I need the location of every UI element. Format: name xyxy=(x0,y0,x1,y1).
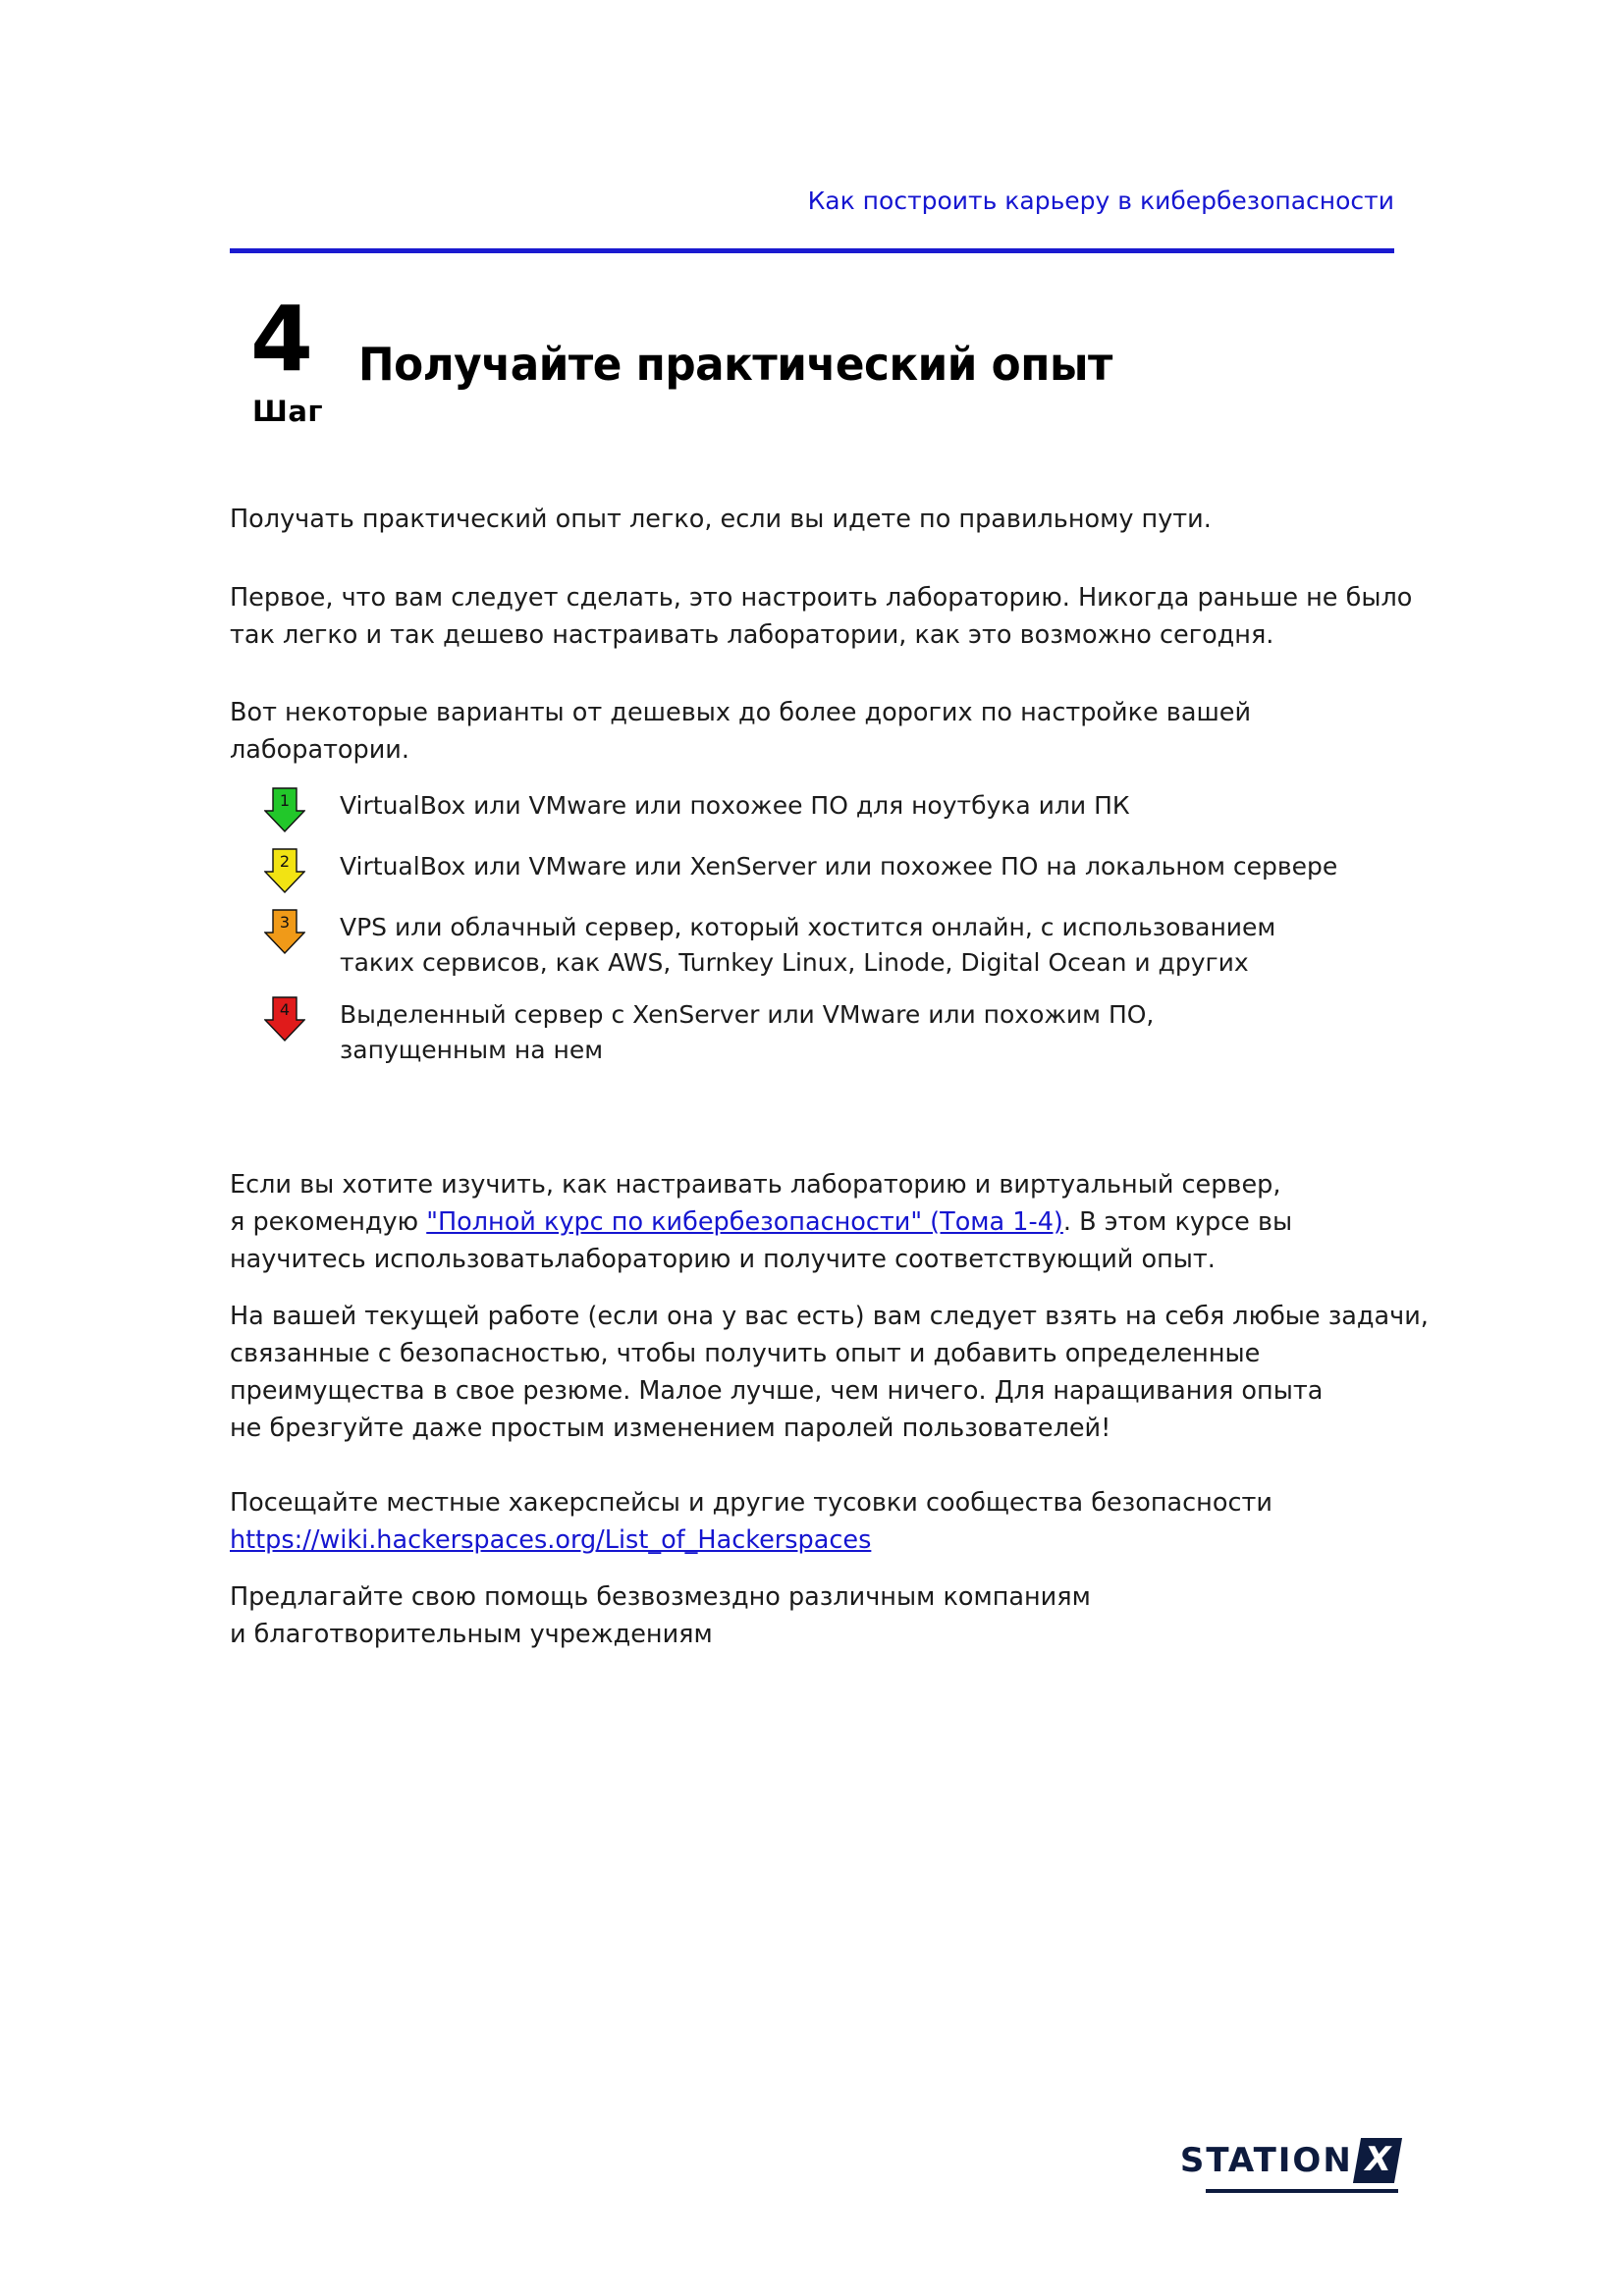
lab-paragraph-line-1: Первое, что вам следует сделать, это настроить лабораторию. Никогда раньше не было xyxy=(230,583,1413,613)
page-header-title: Как построить карьеру в кибербезопасности xyxy=(807,187,1394,215)
down-arrow-icon xyxy=(264,787,305,832)
course-paragraph-line-2-post: . В этом курсе вы xyxy=(1062,1207,1293,1237)
arrow-marker-wrap xyxy=(230,785,340,832)
option-text-line-2: запущенным на нем xyxy=(340,1036,604,1064)
intro-paragraph: Получать практический опыт легко, если вы идете по правильному пути. xyxy=(230,505,1212,534)
option-text-line-2: таких сервисов, как AWS, Turnkey Linux, Linode, Digital Ocean и других xyxy=(340,948,1249,977)
option-text-line-1: VirtualBox или VMware или похожее ПО для ноутбука или ПК xyxy=(340,791,1130,820)
step-title: Получайте практический опыт xyxy=(358,338,1112,391)
arrow-marker-wrap xyxy=(230,846,340,893)
course-paragraph-line-1: Если вы хотите изучить, как настраивать лабораторию и виртуальный сервер, xyxy=(230,1170,1281,1200)
lab-paragraph-line-2: так легко и так дешево настраивать лаборатории, как это возможно сегодня. xyxy=(230,620,1274,650)
work-paragraph-line-4: не брезгуйте даже простым изменением паролей пользователей! xyxy=(230,1414,1111,1443)
options-intro-paragraph: Вот некоторые варианты от дешевых до более дорогих по настройке вашей лаборатории. xyxy=(230,698,1252,765)
step-number: 4 xyxy=(250,287,314,392)
option-text-line-1: Выделенный сервер с XenServer или VMware или похожим ПО, xyxy=(340,1000,1155,1029)
arrow-marker-wrap xyxy=(230,907,340,954)
option-text xyxy=(340,907,1275,981)
course-link[interactable]: "Полной курс по кибербезопасности" (Тома 1-4) xyxy=(426,1207,1063,1237)
list-item xyxy=(230,785,1447,832)
work-paragraph-line-1: На вашей текущей работе (если она у вас есть) вам следует взять на себя любые задачи, xyxy=(230,1302,1429,1331)
hackerspaces-text: Посещайте местные хакерспейсы и другие тусовки сообщества безопасности xyxy=(230,1488,1272,1518)
down-arrow-icon xyxy=(264,909,305,954)
list-item xyxy=(230,846,1447,893)
option-text xyxy=(340,785,1130,824)
course-paragraph-line-3: научитесь использоватьлабораторию и получите соответствующий опыт. xyxy=(230,1245,1216,1274)
arrow-number: 4 xyxy=(279,1000,291,1019)
hackerspaces-link[interactable]: https://wiki.hackerspaces.org/List_of_Hackerspaces xyxy=(230,1525,872,1555)
volunteer-line-2: и благотворительным учреждениям xyxy=(230,1620,713,1649)
option-text xyxy=(340,994,1154,1068)
logo-x-mark: X xyxy=(1353,2138,1402,2183)
option-text-line-1: VPS или облачный сервер, который хостится онлайн, с использованием xyxy=(340,913,1276,941)
list-item xyxy=(230,994,1447,1068)
work-paragraph-line-2: связанные с безопасностью, чтобы получить опыт и добавить определенные xyxy=(230,1339,1261,1368)
volunteer-line-1: Предлагайте свою помощь безвозмездно различным компаниям xyxy=(230,1582,1091,1612)
course-paragraph-line-2-pre: я рекомендую xyxy=(230,1207,427,1237)
step-word-label: Шаг xyxy=(252,395,324,428)
header-divider xyxy=(230,248,1394,253)
volunteer-paragraph xyxy=(230,1578,1437,1653)
logo-wordmark: STATION xyxy=(1179,2141,1353,2180)
logo-underline xyxy=(1206,2189,1398,2193)
lab-paragraph xyxy=(230,579,1437,654)
list-item xyxy=(230,907,1447,981)
down-arrow-icon xyxy=(264,996,305,1041)
work-paragraph xyxy=(230,1298,1437,1447)
options-list xyxy=(230,785,1447,1082)
work-paragraph-line-3: преимущества в свое резюме. Малое лучше, чем ничего. Для наращивания опыта xyxy=(230,1376,1324,1406)
option-text xyxy=(340,846,1337,884)
arrow-marker-wrap xyxy=(230,994,340,1041)
hackerspaces-paragraph xyxy=(230,1484,1437,1559)
stationx-logo xyxy=(1180,2138,1398,2183)
course-paragraph xyxy=(230,1166,1437,1278)
down-arrow-icon xyxy=(264,848,305,893)
arrow-number: 1 xyxy=(279,791,291,810)
arrow-number: 3 xyxy=(279,913,291,932)
arrow-number: 2 xyxy=(279,852,291,871)
option-text-line-1: VirtualBox или VMware или XenServer или похожее ПО на локальном сервере xyxy=(340,852,1338,881)
